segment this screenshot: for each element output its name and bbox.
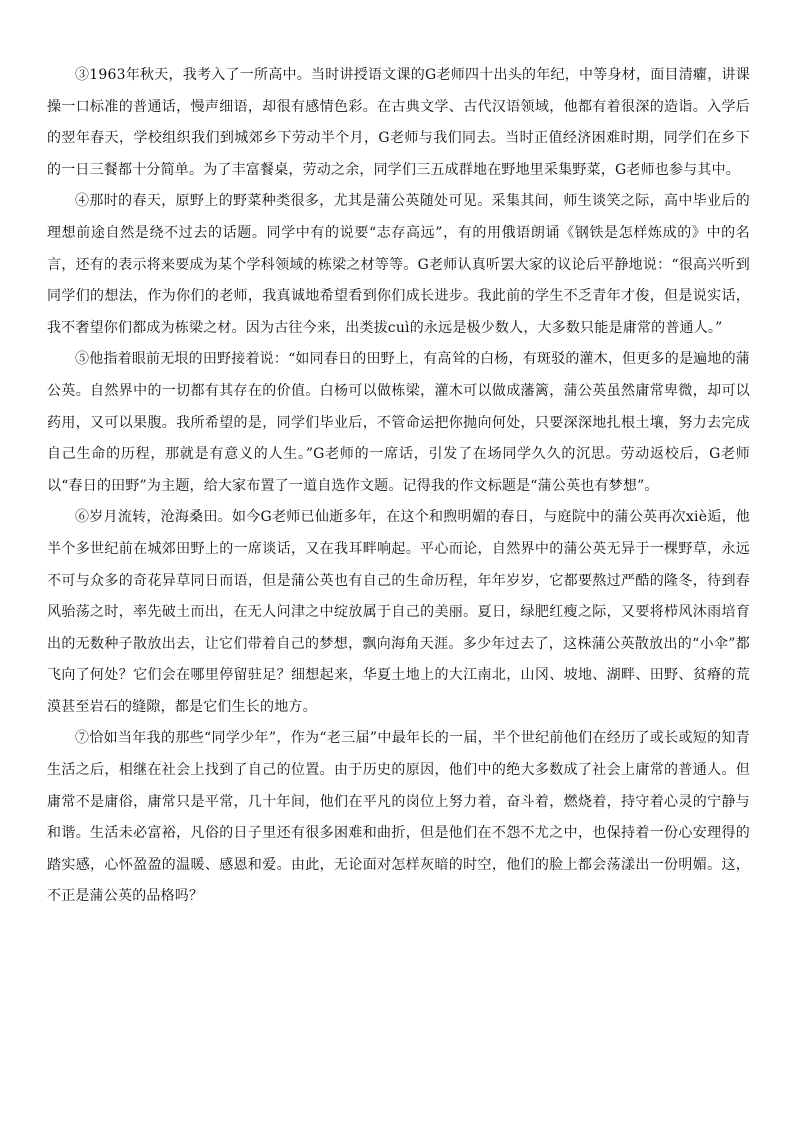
article-body	[47, 60, 750, 913]
paragraph-5: ⑤他指着眼前无垠的田野接着说：“如同春日的田野上，有高耸的白杨，有斑驳的灌木，但更多的是遍地的蒲公英。自然界中的一切都有其存在的价值。白杨可以做栋梁，灌木可以做成藩篱，蒲公英虽然庸常卑微，却可以药用，又可以果腹。我所希望的是，同学们毕业后，不管命运把你抛向何处，只要深深地扎根土壤，努力去完成自己生命的历程，那就是有意义的人生。”G老师的一席话，引发了在场同学久久的沉思。劳动返校后，G老师以“春日的田野”为主题，给大家布置了一道自选作文题。记得我的作文标题是“蒲公英也有梦想”。	[47, 351, 750, 494]
paragraph-6: ⑥岁月流转，沧海桑田。如今G老师已仙逝多年，在这个和煦明媚的春日，与庭院中的蒲公英再次xiè逅，他半个多世纪前在城郊田野上的一席谈话，又在我耳畔响起。平心而论，自然界中的蒲公英无异于一棵野草，永远不可与众多的奇花异草同日而语，但是蒲公英也有自己的生命历程，年年岁岁，它都要熬过严酷的隆冬，待到春风骀荡之时，率先破土而出，在无人问津之中绽放属于自己的美丽。夏日，绿肥红瘦之际，又要将栉风沐雨培育出的无数种子散放出去，让它们带着自己的梦想，飘向海角天涯。多少年过去了，这株蒲公英散放出的“小伞”都飞向了何处？它们会在哪里停留驻足？细想起来，华夏土地上的大江南北，山冈、坡地、湖畔、田野、贫瘠的荒漠甚至岩石的缝隙，都是它们生长的地方。	[47, 509, 750, 715]
paragraph-4: ④那时的春天，原野上的野菜种类很多，尤其是蒲公英随处可见。采集其间，师生谈笑之际，高中毕业后的理想前途自然是绕不过去的话题。同学中有的说要“志存高远”，有的用俄语朗诵《钢铁是怎样炼成的》中的名言，还有的表示将来要成为某个学科领域的栋梁之材等等。G老师认真听罢大家的议论后平静地说：“很高兴听到同学们的想法，作为你们的老师，我真诚地希望看到你们成长进步。我此前的学生不乏青年才俊，但是说实话，我不奢望你们都成为栋梁之材。因为古往今来，出类拔cuì的永远是极少数人，大多数只能是庸常的普通人。”	[47, 193, 750, 336]
paragraph-7: ⑦恰如当年我的那些“同学少年”，作为“老三届”中最年长的一届，半个世纪前他们在经历了或长或短的知青生活之后，相继在社会上找到了自己的位置。由于历史的原因，他们中的绝大多数成了社会上庸常的普通人。但庸常不是庸俗，庸常只是平常，几十年间，他们在平凡的岗位上努力着，奋斗着，燃烧着，持守着心灵的宁静与和谐。生活未必富裕，凡俗的日子里还有很多困难和曲折，但是他们在不怨不尤之中，也保持着一份心安理得的踏实感，心怀盈盈的温暖、感恩和爱。由此，无论面对怎样灰暗的时空，他们的脸上都会荡漾出一份明媚。这，不正是蒲公英的品格吗？	[47, 730, 750, 905]
paragraph-3: ③1963年秋天，我考入了一所高中。当时讲授语文课的G老师四十出头的年纪，中等身材，面目清癯，讲课操一口标准的普通话，慢声细语，却很有感情色彩。在古典文学、古代汉语领域，他都有着很深的造诣。入学后的翌年春天，学校组织我们到城郊乡下劳动半个月，G老师与我们同去。当时正值经济困难时期，同学们在乡下的一日三餐都十分简单。为了丰富餐桌，劳动之余，同学们三五成群地在野地里采集野菜，G老师也参与其中。	[47, 67, 750, 178]
